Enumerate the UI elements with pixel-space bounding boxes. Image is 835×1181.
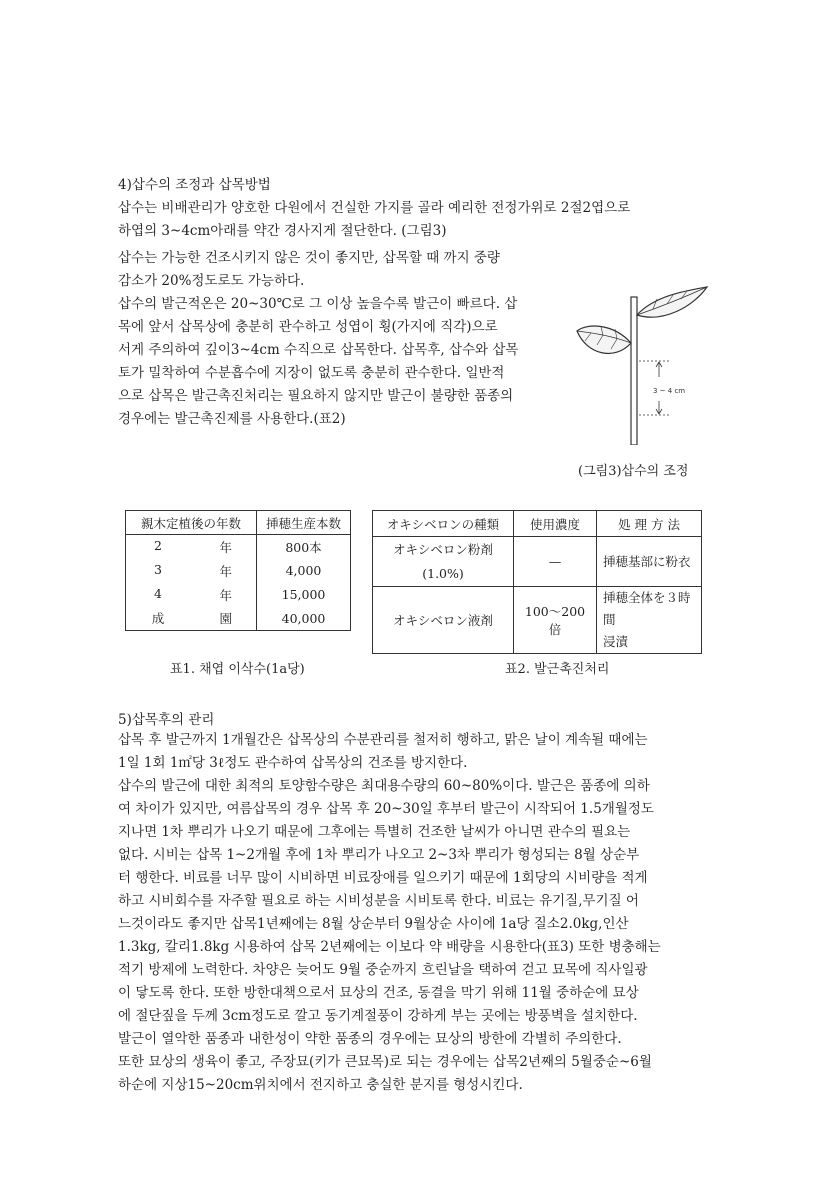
section-5-line: 적기 방제에 노력한다. 차양은 늦어도 9월 중순까지 흐린날을 택하여 걷고 묘목에 직사일광 — [118, 962, 648, 978]
section-5-line: 하고 시비회수를 자주할 필요로 하는 시비성분을 시비토록 한다. 비료는 유기질,무기질 어 — [118, 893, 639, 909]
count-cell: 40,000 — [257, 607, 351, 631]
lower-leaf-shape — [577, 326, 631, 353]
section-4-line: 감소가 20%정도로도 가능하다. — [118, 273, 305, 289]
section-4-line: 삽수는 가능한 건조시키지 않은 것이 좋지만, 삽목할 때 까지 중량 — [118, 250, 500, 266]
year-unit-cell: 年 — [219, 539, 232, 555]
table-1 — [125, 510, 351, 631]
section-4-line: 삽수의 발근적온은 20~30℃로 그 이상 높을수록 발근이 빠르다. 삽 — [118, 296, 518, 312]
method-cell: 挿穂基部に粉衣 — [603, 553, 691, 569]
stem-shape — [631, 297, 637, 445]
section-5-line: 터 행한다. 비료를 너무 많이 시비하면 비료장애를 일으키기 때문에 1회당의 시비량을 적게 — [118, 870, 648, 886]
table-row — [373, 587, 702, 654]
dimension-label: 3 ~ 4 cm — [653, 387, 686, 395]
table-1-header: 親木定植後の年数 — [126, 511, 257, 535]
table-row — [126, 583, 351, 607]
section-4-line: 토가 밀착하여 수분흡수에 지장이 없도록 충분히 관수한다. 일반적 — [118, 365, 505, 381]
section-5-heading: 5)삽목후의 관리 — [118, 712, 215, 728]
section-4-line: 하엽의 3~4cm아래를 약간 경사지게 절단한다. (그림3) — [118, 223, 447, 239]
concentration-cell: — — [514, 537, 597, 587]
table-2-header: 使用濃度 — [514, 511, 597, 537]
table-row — [126, 607, 351, 631]
section-5-line: 여 차이가 있지만, 여름삽목의 경우 삽목 후 20~30일 후부터 발근이 시작되어 1.5개월정도 — [118, 801, 654, 817]
year-cell: 成 — [151, 611, 165, 627]
method-cell: 挿穂全体を３時間 — [603, 590, 691, 627]
year-cell: 3 — [154, 561, 162, 577]
section-4-line: 목에 앞서 삽목상에 충분히 관수하고 성엽이 횡(가지에 직각)으로 — [118, 319, 498, 335]
table-1-header: 挿穂生産本数 — [257, 511, 351, 535]
year-unit-cell: 園 — [219, 611, 232, 627]
section-5-line: 에 절단짚을 두께 3cm정도로 깔고 동기계절풍이 강하게 부는 곳에는 방풍벽을 설치한다. — [118, 1008, 638, 1024]
section-5-line: 발근이 열악한 품종과 내한성이 약한 품종의 경우에는 묘상의 방한에 각별히 주의한다. — [118, 1031, 622, 1047]
table-2-header: 処 理 方 法 — [597, 511, 702, 537]
section-5-line: 1.3kg, 칼리1.8kg 시용하여 삽목 2년째에는 이보다 약 배량을 시용한다(표3) 또한 병충해는 — [118, 939, 661, 955]
count-cell: 15,000 — [257, 583, 351, 607]
method-cell: 浸漬 — [603, 634, 629, 649]
section-5-line: 지나면 1차 뿌리가 나오기 때문에 그후에는 특별히 건조한 날씨가 아니면 관수의 필요는 — [118, 824, 631, 840]
type-cell: オキシベロン粉剤 — [393, 541, 493, 557]
year-unit-cell: 年 — [219, 587, 232, 603]
count-cell: 4,000 — [257, 559, 351, 583]
section-5-line: 1일 1회 1㎡당 3ℓ정도 관수하여 삽목상의 건조를 방지한다. — [118, 755, 468, 771]
section-4-line: 서게 주의하여 깊이3~4cm 수직으로 삽목한다. 삽목후, 삽수와 삽목 — [118, 342, 519, 358]
table-row — [126, 559, 351, 583]
concentration-cell: 100～200倍 — [514, 587, 597, 654]
table-1-caption: 표1. 채엽 이삭수(1a당) — [170, 662, 305, 677]
type-cell: (1.0%) — [422, 565, 464, 581]
year-unit-cell: 年 — [219, 563, 232, 579]
section-5-line: 삽수의 발근에 대한 최적의 토양함수량은 최대용수량의 60~80%이다. 발근은 품종에 의하 — [118, 778, 650, 794]
year-cell: 4 — [154, 585, 162, 601]
section-5-line: 느것이라도 좋지만 삽목1년째에는 8월 상순부터 9월상순 사이에 1a당 질소2.0kg,인산 — [118, 916, 629, 932]
table-2-caption: 표2. 발근촉진처리 — [505, 662, 610, 677]
section-4-line: 경우에는 발근촉진제를 사용한다.(표2) — [118, 411, 346, 427]
section-4-heading: 4)삽수의 조정과 삽목방법 — [118, 177, 271, 193]
table-row — [126, 535, 351, 559]
table-2-header: オキシベロンの種類 — [373, 511, 514, 537]
type-cell: オキシベロン液剤 — [373, 587, 514, 654]
year-cell: 2 — [154, 537, 162, 553]
section-5-line: 또한 묘상의 생육이 좋고, 주장묘(키가 큰묘목)로 되는 경우에는 삽목2년째의 5월중순~6월 — [118, 1054, 652, 1070]
section-5-line: 하순에 지상15~20cm위치에서 전지하고 충실한 분지를 형성시킨다. — [118, 1077, 523, 1093]
table-row — [373, 537, 702, 587]
section-5-line: 삽목 후 발근까지 1개월간은 삽목상의 수분관리를 철저히 행하고, 맑은 날이 계속될 때에는 — [118, 732, 648, 748]
cutting-illustration — [575, 285, 710, 445]
section-4-line: 삽수는 비배관리가 양호한 다원에서 건실한 가지를 골라 예리한 전정가위로 2절2엽으로 — [118, 200, 631, 216]
section-4-line: 으로 삽목은 발근촉진처리는 필요하지 않지만 발근이 불량한 품종의 — [118, 388, 514, 404]
section-5-line: 없다. 시비는 삽목 1~2개월 후에 1차 뿌리가 나오고 2~3차 뿌리가 형성되는 8월 상순부 — [118, 847, 640, 863]
figure-3-caption: (그림3)삽수의 조정 — [578, 464, 689, 479]
table-2 — [372, 510, 702, 654]
section-5-line: 이 닿도록 한다. 또한 방한대책으로서 묘상의 건조, 동결을 막기 위해 11월 중하순에 묘상 — [118, 985, 639, 1001]
count-cell: 800本 — [257, 535, 351, 559]
